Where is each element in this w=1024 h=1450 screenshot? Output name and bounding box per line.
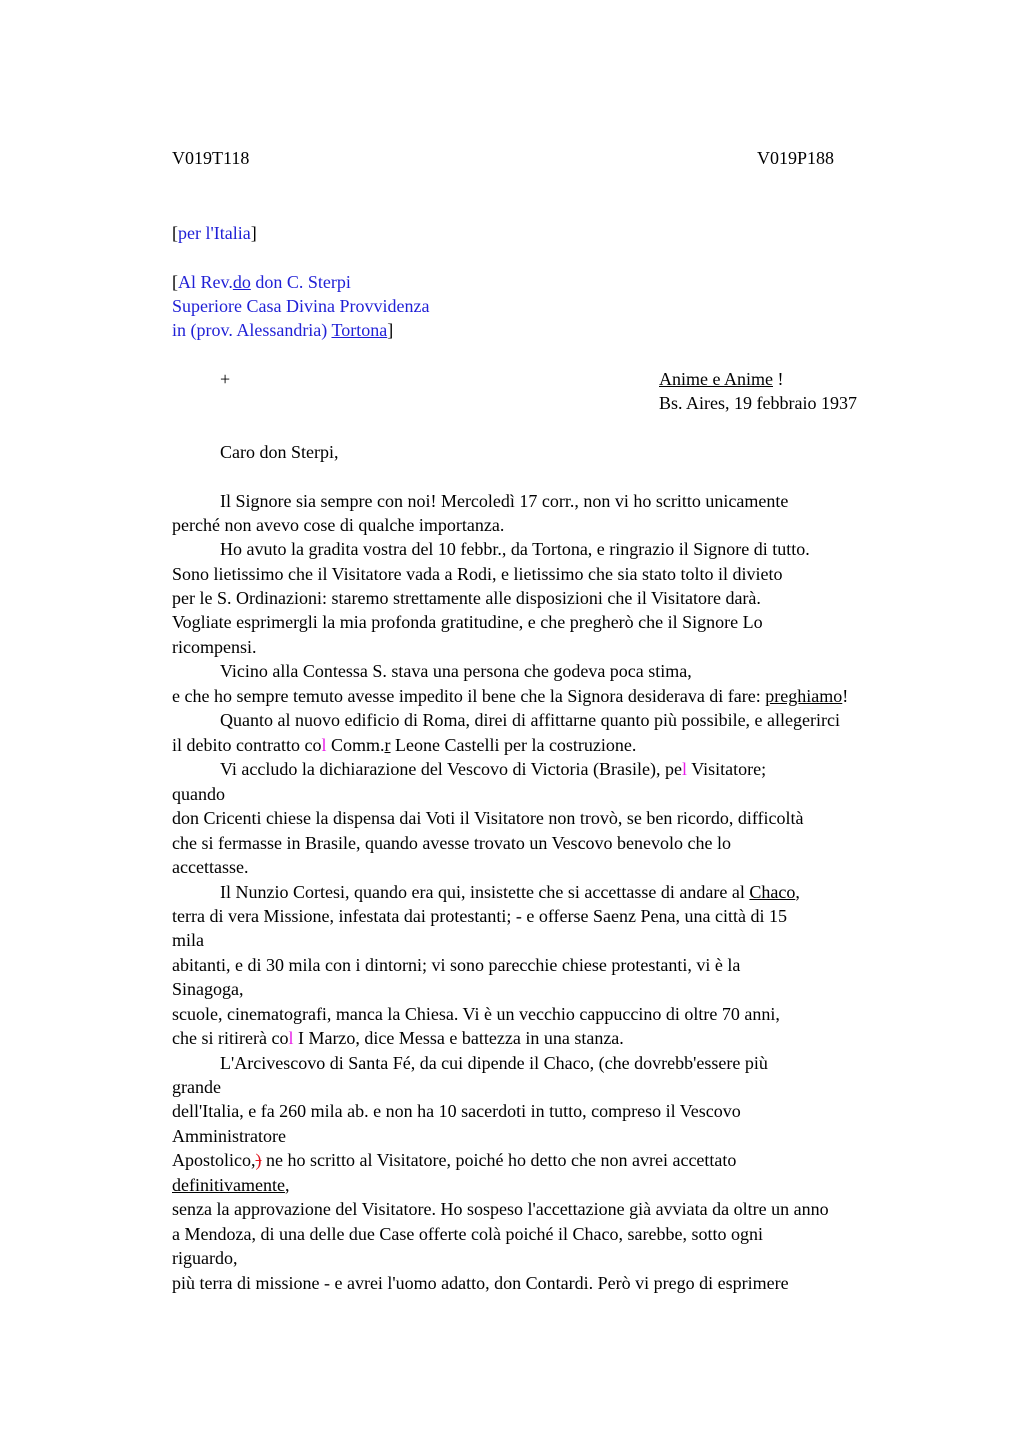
- body-line: Amministratore: [172, 1126, 286, 1146]
- body-line: [172, 1173, 289, 1197]
- address-title-abbrev: do: [232, 272, 251, 292]
- body-line: a Mendoza, di una delle due Case offerte colà poiché il Chaco, sarebbe, sotto ogni: [172, 1224, 763, 1244]
- text-run: Apostolico,: [172, 1150, 256, 1170]
- body-line: accettasse.: [172, 857, 249, 877]
- body-line: Vicino alla Contessa S. stava una persona che godeva poca stima,: [220, 661, 692, 681]
- body-line: [172, 1026, 624, 1050]
- destination-text: per l'Italia: [178, 223, 251, 243]
- text-run: Visitatore;: [687, 759, 767, 779]
- body-line: Ho avuto la gradita vostra del 10 febbr., da Tortona, e ringrazio il Signore di tutto.: [220, 539, 810, 559]
- body-line: Vogliate esprimergli la mia profonda gratitudine, e che pregherò che il Signore Lo: [172, 612, 763, 632]
- body-line: Sinagoga,: [172, 979, 244, 999]
- body-line: don Cricenti chiese la dispensa dai Voti il Visitatore non trovò, se ben ricordo, difficoltà: [172, 808, 804, 828]
- underlined-word: Chaco: [749, 882, 796, 902]
- salutation: Caro don Sterpi,: [220, 442, 339, 462]
- body-line: mila: [172, 930, 204, 950]
- bracket: ]: [387, 320, 394, 340]
- bracket: ]: [250, 223, 257, 243]
- body-line: quando: [172, 784, 225, 804]
- address-line-3: [172, 318, 393, 342]
- deleted-character: ): [255, 1150, 262, 1170]
- inserted-letter: l: [288, 1028, 294, 1048]
- text-run: !: [842, 686, 849, 706]
- address-line-1: [172, 270, 351, 294]
- body-line: che si fermasse in Brasile, quando avesse trovato un Vescovo benevolo che lo: [172, 833, 732, 853]
- body-line: senza la approvazione del Visitatore. Ho sospeso l'accettazione già avviata da oltre un anno: [172, 1199, 829, 1219]
- underlined-word: definitivamente: [172, 1175, 285, 1195]
- text-run: ne ho scritto al Visitatore, poiché ho detto che non avrei accettato: [261, 1150, 737, 1170]
- address-province: in (prov. Alessandria): [172, 320, 332, 340]
- text-run: ,: [795, 882, 800, 902]
- text-run: Comm.: [326, 735, 385, 755]
- address-title: Al Rev.: [178, 272, 233, 292]
- body-line: perché non avevo cose di qualche importanza.: [172, 515, 505, 535]
- address-city: Tortona: [331, 320, 388, 340]
- body-line: grande: [172, 1077, 221, 1097]
- body-line: Sono lietissimo che il Visitatore vada a Rodi, e lietissimo che sia stato tolto il divieto: [172, 564, 783, 584]
- body-line: ricompensi.: [172, 637, 257, 657]
- address-name: don C. Sterpi: [250, 272, 351, 292]
- body-line: abitanti, e di 30 mila con i dintorni; vi sono parecchie chiese protestanti, vi è la: [172, 955, 741, 975]
- underlined-letter: r: [384, 735, 391, 755]
- body-line: [220, 880, 800, 904]
- text-run: che si ritirerà co: [172, 1028, 289, 1048]
- text-run: e che ho sempre temuto avesse impedito il bene che la Signora desiderava di fare:: [172, 686, 766, 706]
- body-line: [220, 757, 766, 781]
- body-line: [172, 733, 636, 757]
- inserted-letter: l: [321, 735, 327, 755]
- text-run: Vi accludo la dichiarazione del Vescovo di Victoria (Brasile), pe: [220, 759, 683, 779]
- motto-suffix: !: [772, 369, 784, 389]
- body-line: Il Signore sia sempre con noi! Mercoledì 17 corr., non vi ho scritto unicamente: [220, 491, 789, 511]
- body-line: L'Arcivescovo di Santa Fé, da cui dipende il Chaco, (che dovrebb'essere più: [220, 1053, 768, 1073]
- address-line-2: Superiore Casa Divina Provvidenza: [172, 296, 430, 316]
- motto-text: Anime e Anime: [659, 369, 773, 389]
- body-line: scuole, cinematografi, manca la Chiesa. Vi è un vecchio cappuccino di oltre 70 anni,: [172, 1004, 780, 1024]
- place-date: Bs. Aires, 19 febbraio 1937: [659, 393, 857, 413]
- motto: [659, 367, 783, 391]
- cross-mark: +: [220, 369, 231, 389]
- body-line: Quanto al nuovo edificio di Roma, direi di affittarne quanto più possibile, e allegerirci: [220, 710, 840, 730]
- document-code-left: V019T118: [172, 148, 250, 168]
- text-run: Leone Castelli per la costruzione.: [390, 735, 637, 755]
- text-run: I Marzo, dice Messa e battezza in una stanza.: [293, 1028, 624, 1048]
- body-line: dell'Italia, e fa 260 mila ab. e non ha 10 sacerdoti in tutto, compreso il Vescovo: [172, 1101, 741, 1121]
- body-line: [172, 684, 848, 708]
- bracket: [: [172, 272, 178, 292]
- underlined-word: preghiamo: [765, 686, 843, 706]
- document-code-right: V019P188: [757, 148, 835, 168]
- bracket: [: [172, 223, 178, 243]
- destination-line: [172, 221, 257, 245]
- inserted-letter: l: [682, 759, 688, 779]
- body-line: terra di vera Missione, infestata dai protestanti; - e offerse Saenz Pena, una città di 15: [172, 906, 787, 926]
- text-run: ,: [284, 1175, 290, 1195]
- body-line: per le S. Ordinazioni: staremo strettamente alle disposizioni che il Visitatore darà.: [172, 588, 761, 608]
- body-line: riguardo,: [172, 1248, 238, 1268]
- body-line: più terra di missione - e avrei l'uomo adatto, don Contardi. Però vi prego di esprimere: [172, 1273, 789, 1293]
- text-run: il debito contratto co: [172, 735, 322, 755]
- body-line: [172, 1148, 736, 1172]
- text-run: Il Nunzio Cortesi, quando era qui, insistette che si accettasse di andare al: [220, 882, 750, 902]
